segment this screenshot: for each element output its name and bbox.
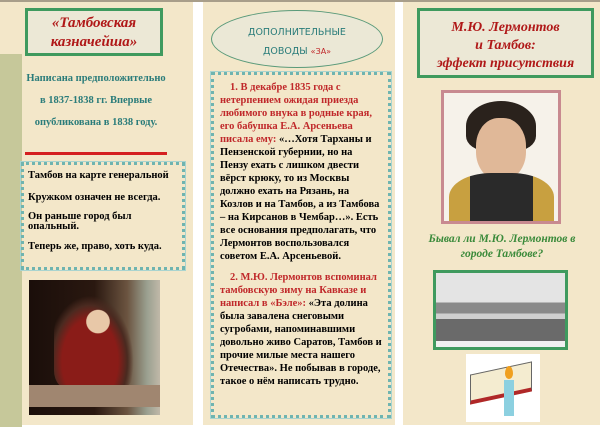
left-title-box — [25, 8, 163, 56]
red-divider — [25, 152, 167, 155]
left-title: «Тамбовская казначейша» — [50, 15, 138, 50]
poem-line: Кружком означен не всегда. — [28, 192, 161, 203]
argument-2-quote: «Эта долина была завалена снеговыми сугробами, напоминавшими довольно живо Саратов, Тамбов и прочие милые места нашего Отечества». Не побывав в городе, такое о нём написать трудно. — [220, 298, 382, 387]
right-title-box — [417, 8, 594, 78]
tambov-photo — [433, 270, 568, 350]
flame — [505, 366, 513, 379]
argument-1-intro: 1. В декабре 1835 года с нетерпением ожидая приезда любимого внука в родные края, его бабушка Е.А. Арсеньева писала ему: — [220, 82, 372, 145]
painting-image — [29, 280, 160, 415]
poem-line: Тамбов на карте генеральной — [28, 170, 169, 181]
face — [476, 118, 526, 180]
argument-1 — [220, 81, 383, 263]
argument-1-quote: «…Хотя Тарханы и Пензенской губернии, но на Пензу ехать с лишком двести вёрст крюку, то из Москвы должно ехать на Рязань, на Козлов и на Тамбов, а из Тамбова – на Кирсанов в Чембар…». Есть все основания предполагать, что Лермонтов воспользовался советом Е.А. Арсеньевой. — [220, 134, 380, 262]
arguments-box — [211, 72, 391, 418]
question-text: Бывал ли М.Ю. Лермонтов в городе Тамбове? — [428, 233, 576, 260]
poem-line: Он раньше город был опальный. — [28, 211, 132, 232]
olive-stripe — [0, 54, 22, 427]
poem-line: Теперь же, право, хоть куда. — [28, 241, 162, 252]
woman-figure — [54, 295, 134, 390]
book-candle-icon — [466, 354, 540, 422]
oval-line1: ДОПОЛНИТЕЛЬНЫЕ — [248, 27, 346, 38]
title-oval — [211, 10, 383, 68]
title-line1: М.Ю. Лермонтов — [451, 20, 560, 35]
center-panel — [203, 2, 395, 425]
oval-accent: «ЗА» — [310, 47, 332, 56]
window-sill — [29, 385, 160, 407]
poem-box — [21, 162, 185, 270]
left-panel — [0, 2, 193, 425]
argument-2 — [220, 271, 383, 388]
title-line2: и Тамбов: — [475, 38, 536, 53]
title-line3: эффект присутствия — [436, 56, 575, 71]
right-panel — [403, 2, 600, 425]
uniform — [449, 173, 554, 224]
lermontov-portrait — [441, 90, 561, 224]
candle — [504, 380, 514, 416]
left-subtitle: Написана предположительно в 1837-1838 гг. Впервые опубликована в 1838 году. — [26, 73, 166, 128]
oval-line2: ДОВОДЫ — [262, 46, 308, 57]
argument-2-intro: 2. М.Ю. Лермонтов вспоминал тамбовскую зиму на Кавказе и написал в «Бэле»: — [220, 272, 377, 309]
book — [470, 361, 532, 404]
